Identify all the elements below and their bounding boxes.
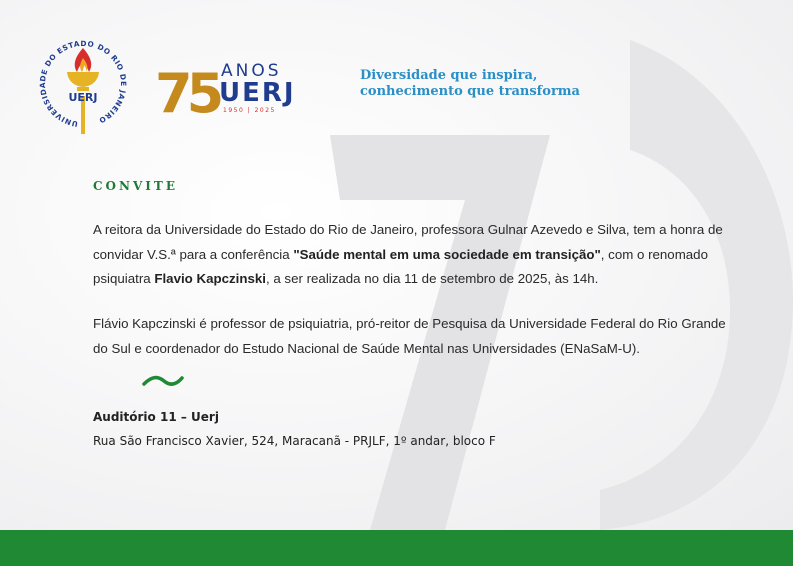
anniversary-years: 1950 | 2025: [223, 107, 276, 114]
uerj-seal-logo: [36, 38, 130, 136]
venue-address: Rua São Francisco Xavier, 524, Maracanã - PRJLF, 1º andar, bloco F: [93, 434, 496, 448]
tagline-line-1: Diversidade que inspira,: [360, 68, 538, 83]
anniversary-number: 75: [155, 62, 219, 118]
anniversary-name: UERJ: [219, 78, 296, 108]
tagline: [360, 68, 580, 100]
anniversary-75-logo: [155, 54, 300, 118]
invitation-paragraph-1: A reitora da Universidade do Estado do Rio de Janeiro, professora Gulnar Azevedo e Silva, tem a honra de convidar V.S.ª para a conferência "Saúde mental em uma sociedade em transição", com o renomado psiquiatra Flavio Kapczinski, a ser realizada no dia 11 de setembro de 2025, às 14h.: [93, 222, 723, 286]
invitation-paragraph-2: Flávio Kapczinski é professor de psiquiatria, pró-reitor de Pesquisa da Universidade Federal do Rio Grande do Sul e coordenador do Estudo Nacional de Saúde Mental nas Universidades (ENaSaM-U).: [93, 316, 726, 356]
speaker-name: Flavio Kapczinski: [154, 271, 266, 286]
tagline-line-2: conhecimento que transforma: [360, 84, 580, 99]
anniversary-word: ANOS: [221, 61, 282, 81]
footer-bar: [0, 530, 793, 566]
tilde-divider-icon: [142, 374, 184, 388]
lecture-title: "Saúde mental em uma sociedade em transição": [293, 246, 601, 262]
seal-acronym: UERJ: [68, 91, 98, 104]
svg-text:UNIVERSIDADE DO ESTADO DO RIO: UNIVERSIDADE DO ESTADO DO RIO DE JANEIRO: [37, 38, 129, 129]
invitation-heading: CONVITE: [93, 179, 178, 193]
venue-name: Auditório 11 – Uerj: [93, 410, 219, 424]
